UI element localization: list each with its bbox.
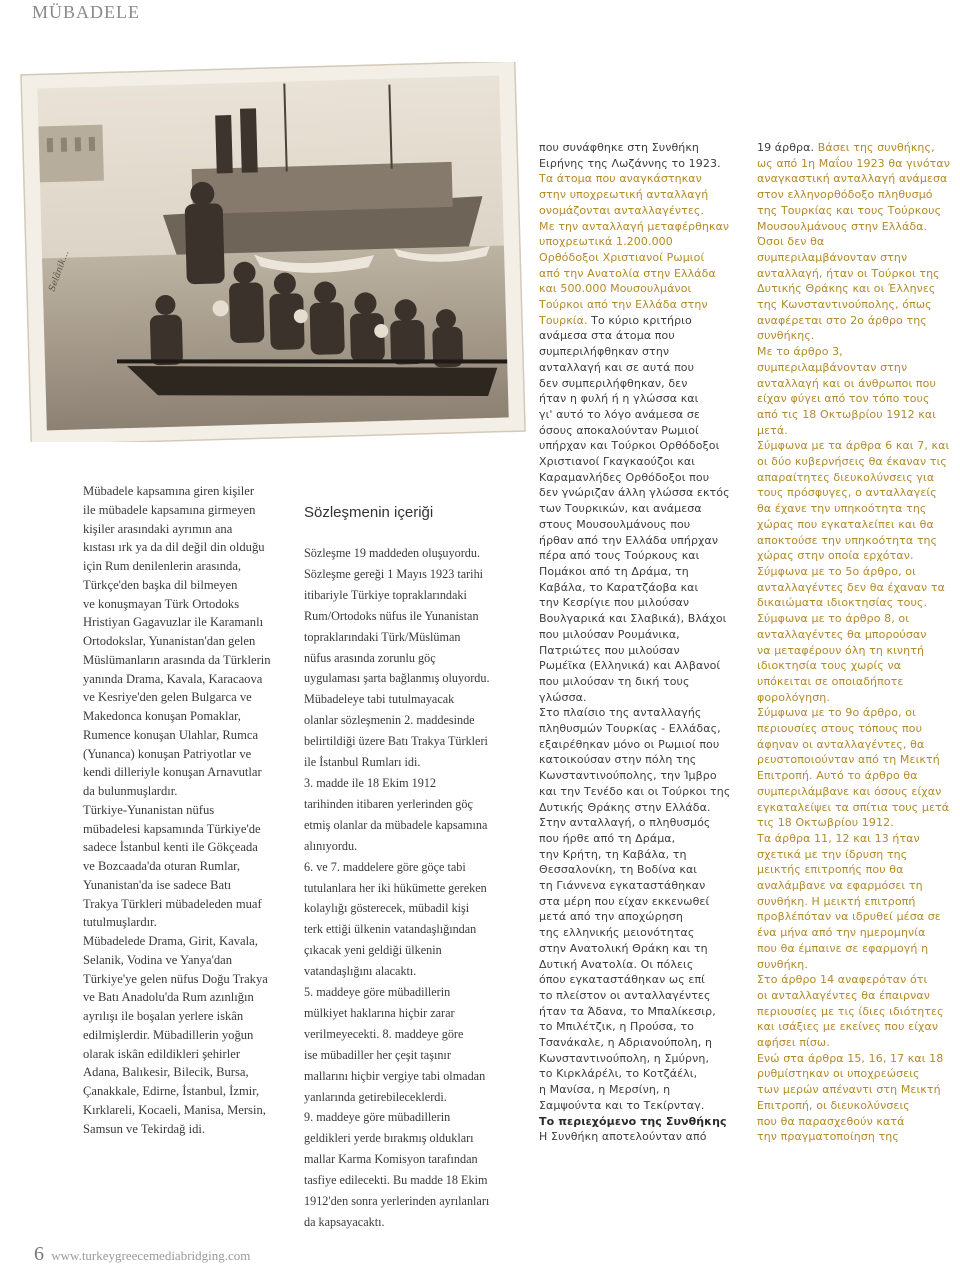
greek-col2-body: Βάσει της συνθήκης, ως από 1η Μαΐου 1923 θα γινόταν αναγκαστική ανταλλαγή ανάμεσα στον ελληνορθόδοξο πληθυσμό της Τουρκίας και τους Τούρκους Μουσουλμάνους στην Ελλάδα. Όσοι δεν θα συμπεριλαμβάνονταν στην ανταλλαγή, ήταν οι Τούρκοι της Δυτικής Θράκης και οι Έλληνες της Κωνσταντινούπολης, όπως αναφέρεται στο 2ο άρθρο της συνθήκης. Με το άρθρο 3, συμπεριλαμβάνονταν στην ανταλλαγή και οι άνθρωποι που είχαν φύγει από τον τόπο τους από τις 18 Οκτωβρίου 1912 και μετά. Σύμφωνα με τα άρθρα 6 και 7, και οι δύο κυβερνήσεις θα έκαναν τις απαραίτητες διευκολύνσεις για τους πρόσφυγες, ο ανταλλαγείς θα έχανε την υπηκοότητα της χώρας που εγκαταλείπει και θα αποκτούσε την υπηκοότητα της χώρας στην οποία ερχόταν. Σύμφωνα με το 5ο άρθρο, οι ανταλλαγέντες δεν θα έχαναν τα δικαιώματα ιδιοκτησίας τους. Σύμφωνα με το άρθρο 8, οι ανταλλαγέντες θα μπορούσαν να μεταφέρουν όλη τη κινητή ιδιοκτησία τους χωρίς να υπόκειται σε οποιαδήποτε φορολόγηση. Σύμφωνα με το 9ο άρθρο, οι περιουσίες στους τόπους που άφηναν οι ανταλλαγέντες, θα ρευστοποιούνταν από τη Μεικτή Επιτροπή. Αυτό το άρθρο θα συμπεριλάμβανε και όσους είχαν εγκαταλείψει τα σπίτια τους μετά τις 18 Οκτωβρίου 1912. Τα άρθρα 11, 12 και 13 ήταν σχετικά με την ίδρυση της μεικτής επιτροπής που θα αναλάμβανε να εφαρμόσει τη συνθήκη. Η μεικτή επιτροπή προβλέπόταν να ιδρυθεί μέσα σε ένα μήνα από την ημερομηνία που θα έμπαινε σε εφαρμογή η συνθήκη. Στο άρθρο 14 αναφερόταν ότι οι ανταλλαγέντες θα έπαιρναν περιουσίες με τις ίδιες ιδιότητες και ισάξιες με εκείνες που είχαν αφήσει πίσω. Ενώ στα άρθρα 15, 16, 17 και 18 ρυθμίστηκαν οι υποχρεώσεις των μερών απέναντι στη Μεικτή Επιτροπή, οι διευκολύνσεις που θα παρασχεθούν κατά την πραγματοποίηση της [757, 141, 950, 1144]
greek-col1-tail: Η Συνθήκη αποτελούνταν από [539, 1130, 707, 1144]
greek-col2-lead: 19 άρθρα. [757, 141, 815, 154]
greek-column-1 [539, 140, 744, 1145]
greek-col1-body: Το κύριο κριτήριο ανάμεσα στα άτομα που συμπεριλήφθηκαν στην ανταλλαγή και σε αυτά που δεν συμπεριλήφθηκαν, δεν ήταν η φυλή ή η γλώσσα και γι' αυτό το λόγο ανάμεσα σε όσους αποκαλούνταν Ρωμιοί υπήρχαν και Τούρκοι Ορθόδοξοι Χριστιανοί Γκαγκαούζοι και Καραμανλήδες Ορθόδοξοι που δεν γνώριζαν άλλη γλώσσα εκτός των Τουρκικών, και ανάμεσα στους Μουσουλμάνους που ήρθαν από την Ελλάδα υπήρχαν πέρα από τους Τούρκους και Πομάκοι από τη Δράμα, τη Καβάλα, το Καρατζάοβα και την Κεσρίγιε που μιλούσαν Βουλγαρικά και Σλαβικά), Βλάχοι που μιλούσαν Ρουμάνικα, Πατριώτες που μιλούσαν Ρωμέϊκα (Ελληνικά) και Αλβανοί που μιλούσαν τη δική τους γλώσσα. Στο πλαίσιο της ανταλλαγής πληθυσμών Τουρκίας - Ελλάδας, εξαιρέθηκαν μόνο οι Ρωμιοί που κατοικούσαν στην πόλη της Κωνσταντινούπολης, την Ίμβρο και την Τενέδο και οι Τούρκοι της Δυτικής Θράκης στην Ελλάδα. Στην ανταλλαγή, ο πληθυσμός που ήρθε από τη Δράμα, την Κρήτη, τη Καβάλα, τη Θεσσαλονίκη, τη Βοδίνα και τη Γιάννενα εγκαταστάθηκαν στα μέρη που είχαν εκκενωθεί μετά από την αποχώρηση της ελληνικής μειονότητας στην Ανατολική Θράκη και τη Δυτική Ανατολία. Οι πόλεις όπου εγκαταστάθηκαν ως επί το πλείστον οι ανταλλαγέντες ήταν τα Άδανα, το Μπαλίκεσιρ, το Μπιλέτζικ, η Προύσα, το Τσανάκαλε, η Αδριανούπολη, η Κωνσταντινούπολη, η Σμύρνη, το Κιρκλάρέλι, το Κοτζάέλι, η Μανίσα, η Μερσίνη, η Σαμψούντα και το Τεκίρνταγ. [539, 313, 731, 1112]
section-heading-contents: Sözleşmenin içeriği [304, 504, 434, 521]
footer-url[interactable]: www.turkeygreecemediabridging.com [51, 1248, 251, 1263]
greek-section-heading: Το περιεχόμενο της Συνθήκης [539, 1114, 727, 1128]
greek-col1-highlight: Τα άτομα που αναγκάστηκαν στην υποχρεωτική ανταλλαγή ονομάζονται ανταλλαγέντες. Με την ανταλλαγή μεταφέρθηκαν υποχρεωτικά 1.200.000 Ορθόδοξοι Χριστιανοί Ρωμιοί από την Ανατολία στην Ελλάδα και 500.000 Μουσουλμάνοι Τούρκοι από την Ελλάδα στην Τουρκία. [539, 172, 730, 327]
turkish-column-1: Mübadele kapsamına giren kişiler ile mübadele kapsamına girmeyen kişiler arasındaki ayrımın ana kıstası ırk ya da dil değil din olduğu için Rum denilenlerin arasında, Türkçe'den başka dil bilmeyen ve konuşmayan Türk Ortodoks Hristiyan Gagavuzlar ile Karamanlı Ortodokslar, Yunanistan'dan gelen Müslümanların arasında da Türklerin yanında Drama, Kavala, Karacaova ve Kesriye'den gelen Bulgarca ve Makedonca konuşan Pomaklar, Rumence konuşan Ulahlar, Rumca (Yunanca) konuşan Patriyotlar ve kendi dilleriyle konuşan Arnavutlar da bulunmuşlardır. Türkiye-Yunanistan nüfus mübadelesi kapsamında Türkiye'de sadece İstanbul kenti ile Gökçeada ve Bozcaada'da oturan Rumlar, Yunanistan'da ise sadece Batı Trakya Türkleri mübadeleden muaf tutulmuşlardır. Mübadelede Drama, Girit, Kavala, Selanik, Vodina ve Yanya'dan Türkiye'ye gelen nüfus Doğu Trakya ve Batı Anadolu'da Rum azınlığın ayrılışı ile boşalan yerlere iskân edilmişlerdir. Mübadillerin yoğun olarak iskân edildikleri şehirler Adana, Balıkesir, Bilecik, Bursa, Çanakkale, Edirne, İstanbul, İzmir, Kırklareli, Kocaeli, Manisa, Mersin, Samsun ve Tekirdağ idi. [83, 484, 271, 1136]
greek-col1-p1: που συνάφθηκε στη Συνθήκη Ειρήνης της Λωζάννης το 1923. [539, 141, 721, 170]
running-header: MÜBADELE [32, 2, 140, 22]
archival-photo-refugees-boat [14, 62, 528, 442]
turkish-column-2 [304, 486, 514, 1251]
photo-signature: Selânik… [47, 249, 72, 294]
page-number: 6 [34, 1243, 44, 1265]
turkish-column-2-body: Sözleşme 19 maddeden oluşuyordu. Sözleşme gereği 1 Mayıs 1923 tarihi itibariyle Türkiye topraklarındaki Rum/Ortodoks nüfus ile Yunanistan topraklarındaki Türk/Müslüman nüfus arasında zorunlu göç uygulaması şarta bağlanmış oluyordu. Mübadeleye tabi tutulmayacak olanlar sözleşmenin 2. maddesinde belirtildiği üzere Batı Trakya Türkleri ile İstanbul Rumları idi. 3. madde ile 18 Ekim 1912 tarihinden itibaren yerlerinden göç etmiş olanlar da mübadele kapsamına alınıyordu. 6. ve 7. maddelere göre göçe tabi tutulanlara her iki hükümette gereken kolaylığı gösterecek, mübadil kişi terk ettiği ülkenin vatandaşlığından çıkacak yeni geldiği ülkenin vatandaşlığını alacaktı. 5. maddeye göre mübadillerin mülkiyet haklarına hiçbir zarar verilmeyecekti. 8. maddeye göre ise mübadiller her çeşit taşınır mallarını hiçbir vergiye tabi olmadan yanlarında getirebileceklerdi. 9. maddeye göre mübadillerin geldikleri yerde bırakmış oldukları mallar Karma Komisyon tarafından tasfiye edilecekti. Bu madde 18 Ekim 1912'den sonra yerlerinden ayrılanları da kapsayacaktı. [304, 546, 490, 1229]
greek-column-2 [757, 140, 960, 1145]
